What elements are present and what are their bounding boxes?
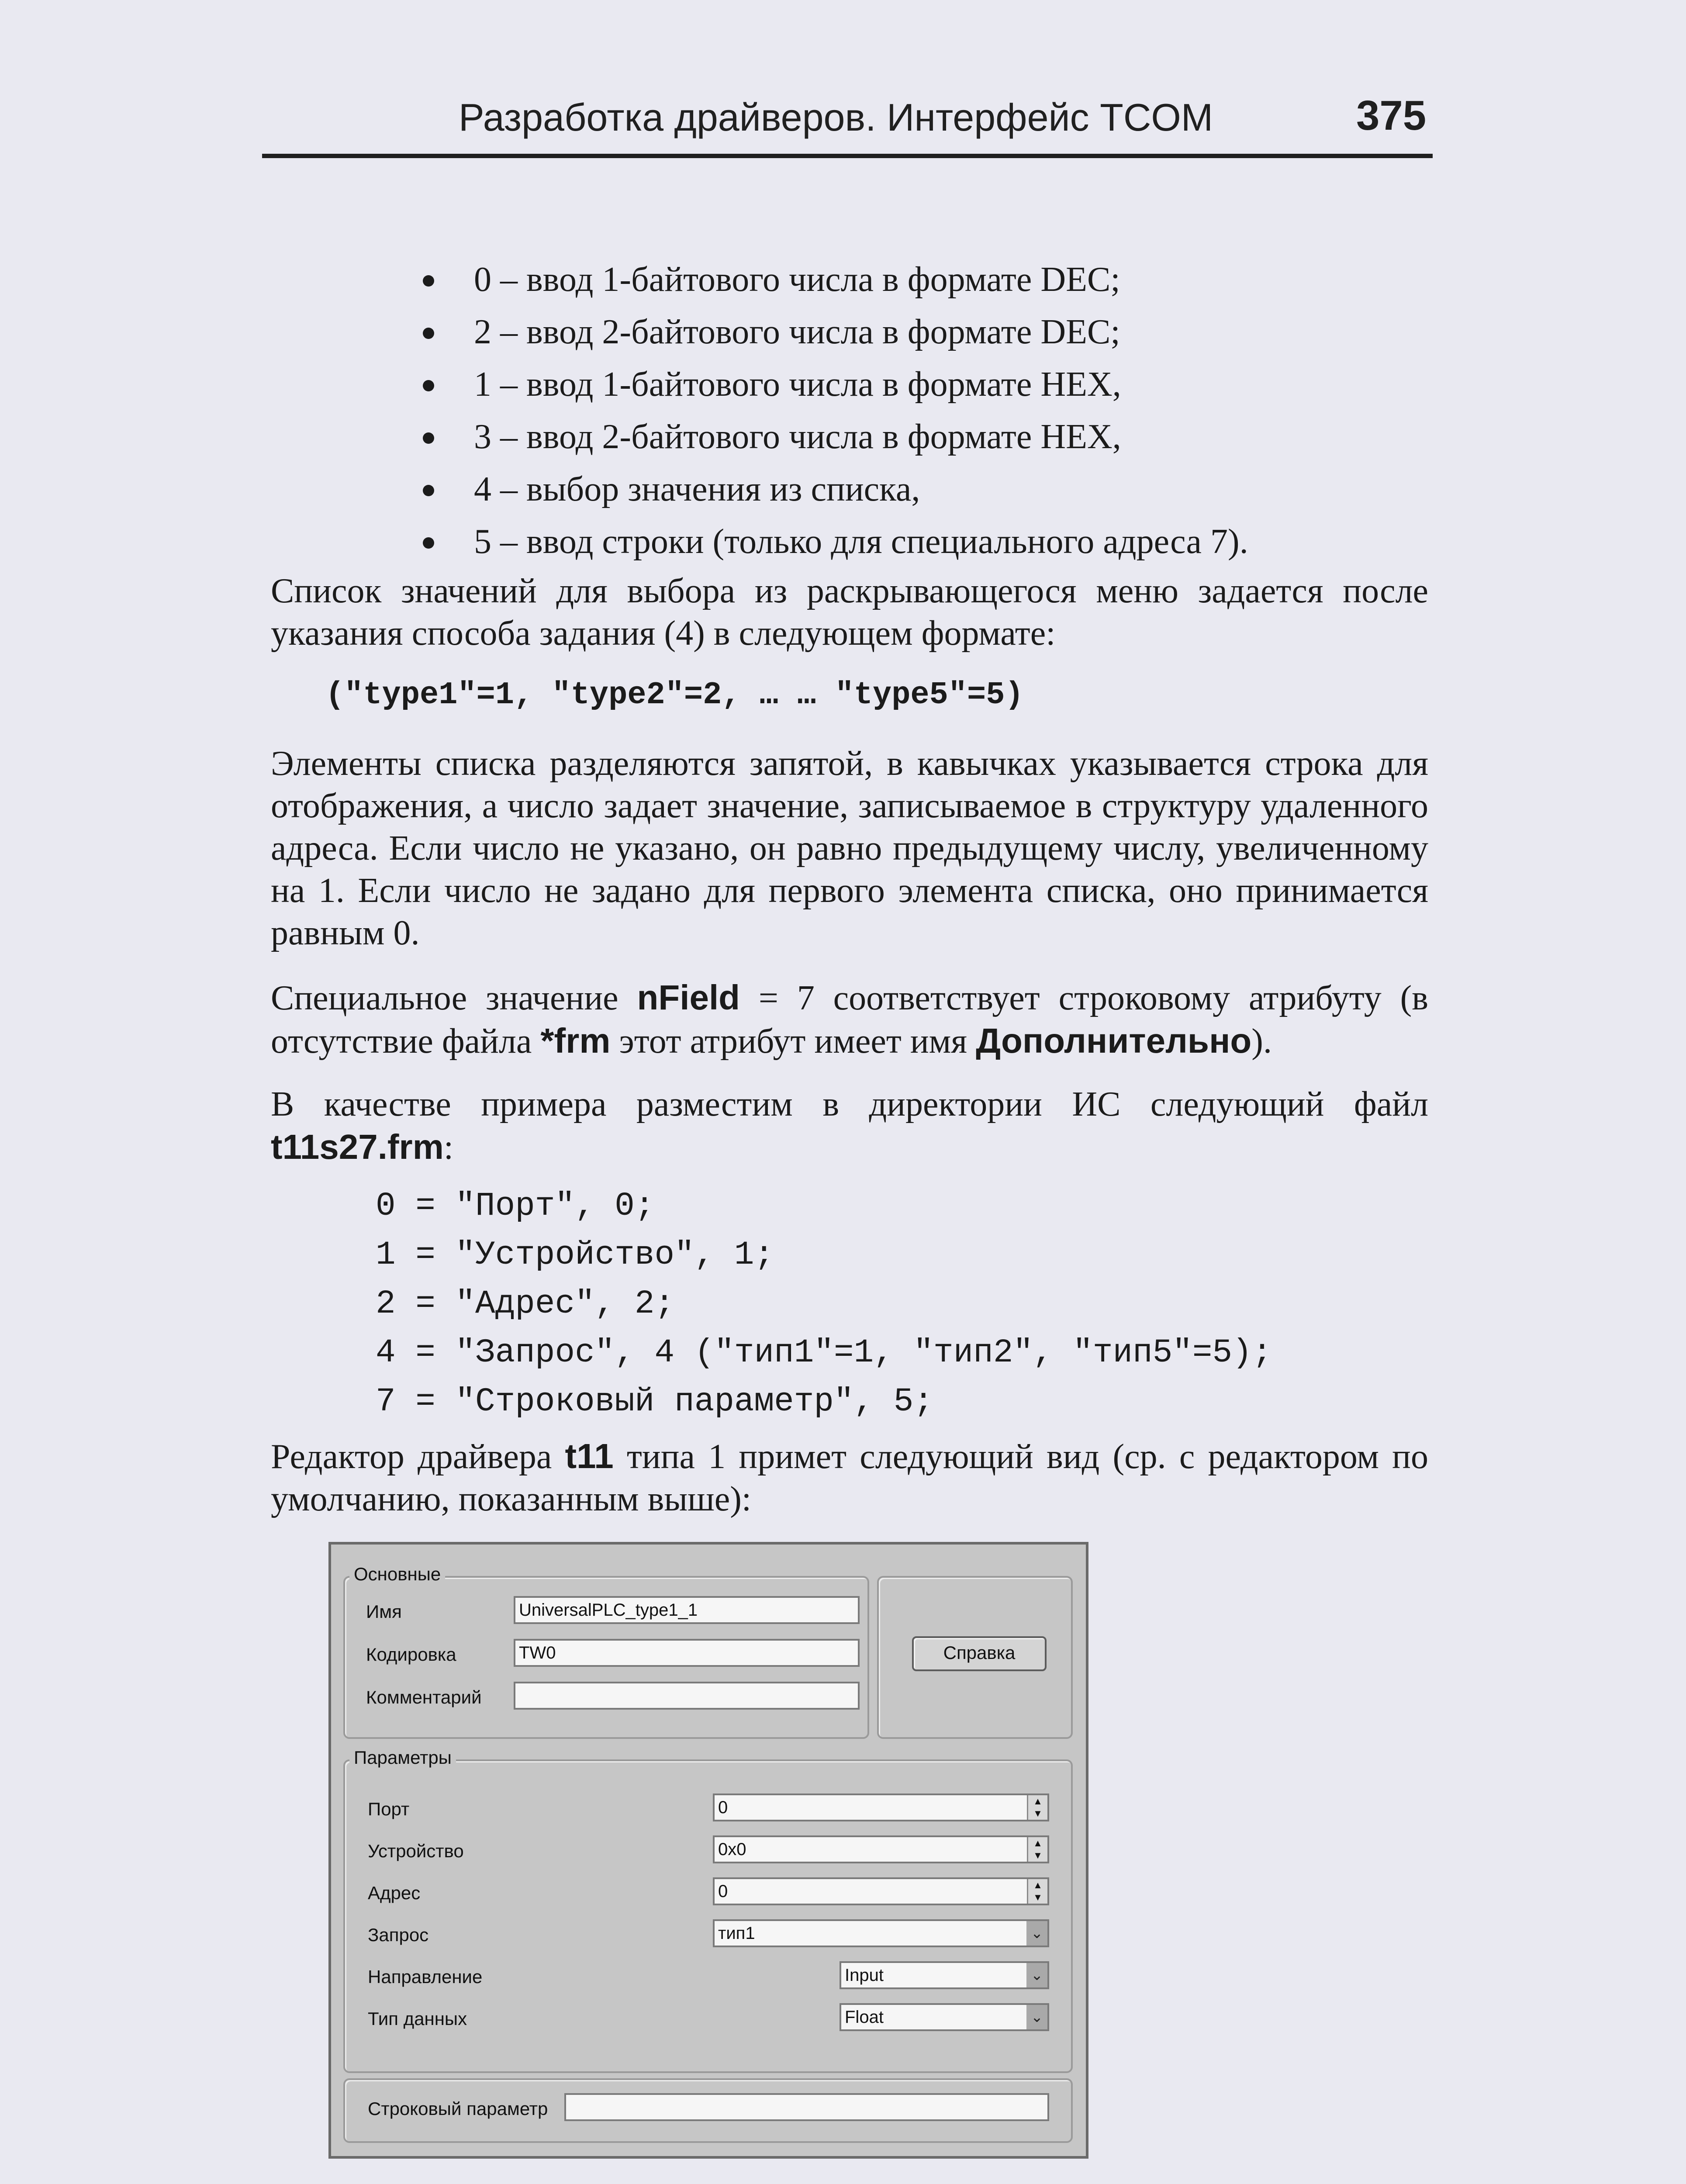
code-line: 7 = "Строковый параметр", 5; [376, 1383, 934, 1420]
port-label: Порт [368, 1799, 410, 1819]
paragraph-editor: Редактор драйвера t11 типа 1 примет следующий вид (ср. с редактором по умолчанию, показанным выше): [271, 1437, 1428, 1518]
comment-label: Комментарий [366, 1687, 482, 1707]
list-item: 2 – ввод 2-байтового числа в формате DEC; [419, 306, 1248, 358]
request-label: Запрос [368, 1925, 429, 1945]
string-param-field[interactable] [564, 2093, 1049, 2121]
direction-select[interactable]: Input ⌄ [840, 1961, 1049, 1989]
code-line: 4 = "Запрос", 4 ("тип1"=1, "тип2", "тип5"=5); [376, 1334, 1272, 1372]
paragraph-example-file: В качестве примера разместим в директории ИС следующий файл t11s27.frm: [271, 1085, 1428, 1167]
device-label: Устройство [368, 1841, 464, 1861]
string-param-label: Строковый параметр [368, 2098, 548, 2119]
request-select[interactable]: тип1 ⌄ [713, 1919, 1049, 1947]
spinner-arrows-icon[interactable]: ▲ ▼ [1027, 1837, 1047, 1862]
running-header-title: Разработка драйверов. Интерфейс TCOM [459, 96, 1213, 139]
paragraph-nfield: Специальное значение nField = 7 соответствует строковому атрибуту (в отсутствие файла *frm этот атрибут имеет имя Дополнительно). [271, 978, 1428, 1061]
bullet-icon [423, 328, 434, 339]
chevron-down-icon[interactable]: ⌄ [1026, 1963, 1047, 1987]
page-number: 375 [1356, 92, 1427, 139]
direction-label: Направление [368, 1966, 483, 1987]
bullet-icon [423, 485, 434, 496]
comment-field[interactable] [514, 1682, 860, 1710]
code-line: 2 = "Адрес", 2; [376, 1285, 675, 1323]
format-bullet-list [419, 253, 1248, 568]
list-item: 1 – ввод 1-байтового числа в формате HEX, [419, 358, 1248, 411]
group-main-title: Основные [349, 1564, 445, 1585]
bullet-icon [423, 432, 434, 444]
chevron-down-icon[interactable]: ⌄ [1026, 2005, 1047, 2029]
paragraph-list-rules: Элементы списка разделяются запятой, в кавычках указывается строка для отображения, а число задает значение, записываемое в структуру удаленного адреса. Если число не указано, он равно предыдущему числу, увеличенному на 1. Если число не задано для первого элемента списка, оно принимается равным 0. [271, 744, 1428, 952]
port-spinner[interactable]: 0 ▲ ▼ [713, 1794, 1049, 1821]
list-item: 4 – выбор значения из списка, [419, 463, 1248, 515]
name-field[interactable]: UniversalPLC_type1_1 [514, 1596, 860, 1624]
help-button[interactable]: Справка [912, 1636, 1047, 1671]
address-spinner[interactable]: 0 ▲ ▼ [713, 1877, 1049, 1905]
bullet-icon [423, 275, 434, 287]
spinner-arrows-icon[interactable]: ▲ ▼ [1027, 1879, 1047, 1904]
driver-editor-dialog [328, 1542, 1088, 2159]
list-item: 3 – ввод 2-байтового числа в формате HEX, [419, 411, 1248, 463]
format-example: ("type1"=1, "type2"=2, … … "type5"=5) [325, 677, 1024, 713]
name-label: Имя [366, 1601, 402, 1622]
device-spinner[interactable]: 0x0 ▲ ▼ [713, 1835, 1049, 1863]
bullet-icon [423, 537, 434, 549]
code-line: 0 = "Порт", 0; [376, 1187, 655, 1225]
bullet-icon [423, 380, 434, 391]
code-line: 1 = "Устройство", 1; [376, 1236, 774, 1274]
group-params-title: Параметры [349, 1747, 456, 1768]
code-label: Кодировка [366, 1644, 456, 1665]
header-rule [262, 154, 1433, 158]
code-field[interactable]: TW0 [514, 1639, 860, 1667]
chevron-down-icon[interactable]: ⌄ [1026, 1921, 1047, 1946]
paragraph-list-format: Список значений для выбора из раскрывающегося меню задается после указания способа задания (4) в следующем формате: [271, 572, 1428, 653]
datatype-select[interactable]: Float ⌄ [840, 2003, 1049, 2031]
address-label: Адрес [368, 1883, 421, 1903]
spinner-arrows-icon[interactable]: ▲ ▼ [1027, 1795, 1047, 1820]
datatype-label: Тип данных [368, 2008, 467, 2029]
list-item: 0 – ввод 1-байтового числа в формате DEC; [419, 253, 1248, 306]
list-item: 5 – ввод строки (только для специального адреса 7). [419, 515, 1248, 568]
